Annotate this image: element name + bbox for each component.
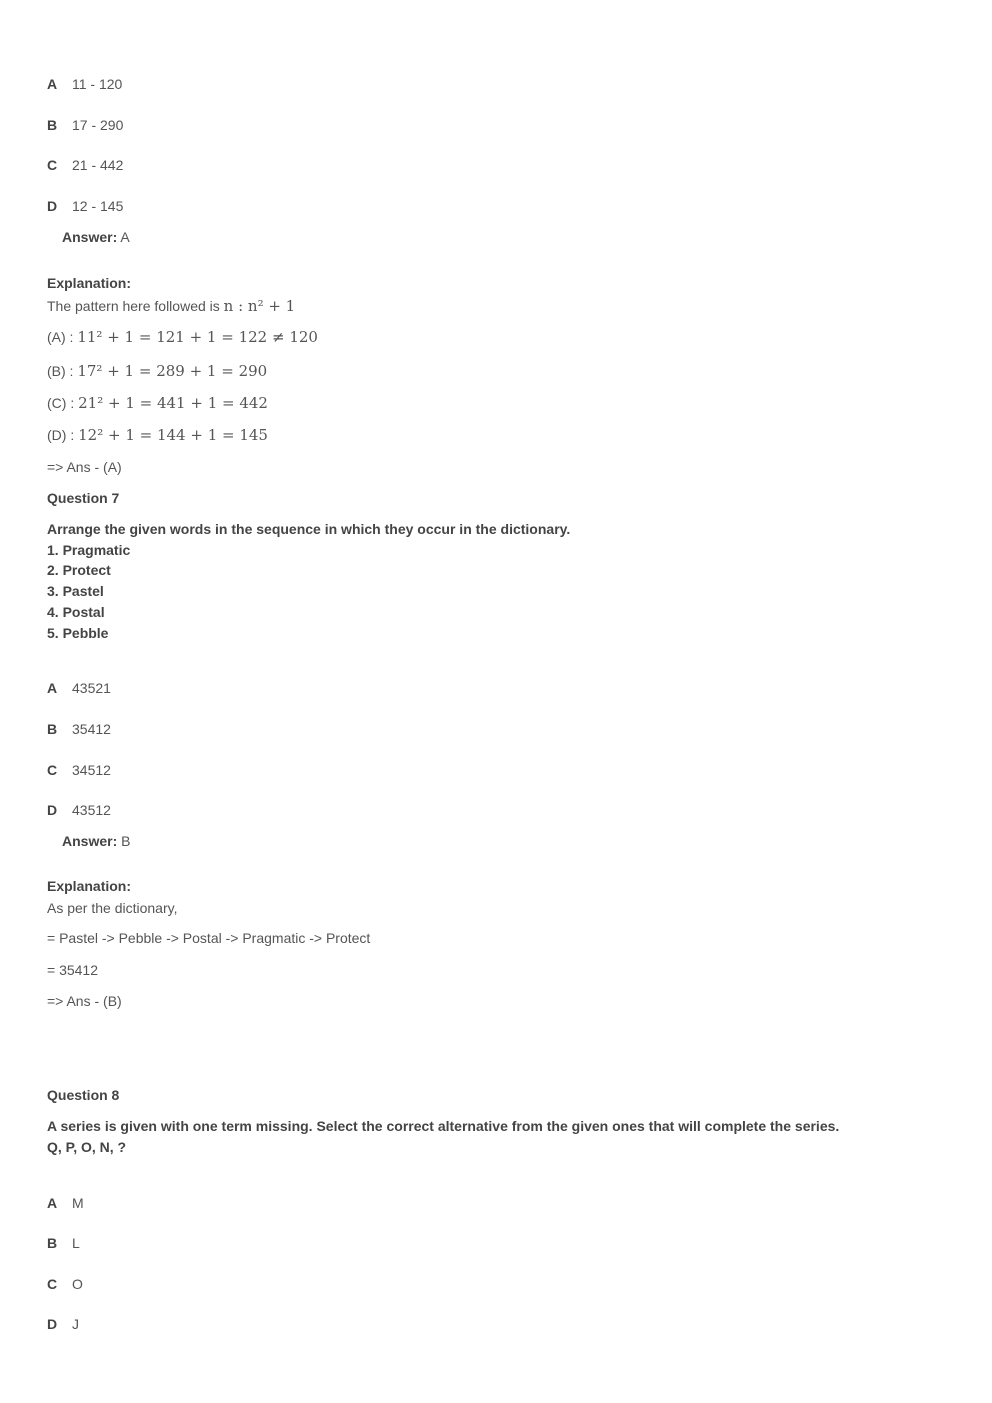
q6-option-a[interactable]: A 11 - 120: [47, 76, 123, 92]
q6-explanation-label: Explanation:: [47, 275, 132, 291]
q8-option-a[interactable]: A M: [47, 1195, 84, 1211]
q7-explanation-line: As per the dictionary,: [47, 900, 178, 916]
q6-option-b[interactable]: B 17 - 290: [47, 117, 124, 133]
q6-explanation-line: (C) : 21² + 1 = 441 + 1 = 442: [47, 394, 268, 412]
q7-prompt: Arrange the given words in the sequence in which they occur in the dictionary.: [47, 521, 571, 537]
q8-title: Question 8: [47, 1087, 120, 1103]
q7-item: 2. Protect: [47, 562, 111, 578]
q7-item: 5. Pebble: [47, 625, 109, 641]
q6-option-c[interactable]: C 21 - 442: [47, 157, 124, 173]
q7-explanation-label: Explanation:: [47, 878, 132, 894]
q6-conclusion: => Ans - (A): [47, 459, 122, 475]
q7-item: 4. Postal: [47, 604, 105, 620]
q8-option-c[interactable]: C O: [47, 1276, 83, 1292]
q7-option-c[interactable]: C 34512: [47, 762, 111, 778]
q7-conclusion: => Ans - (B): [47, 993, 122, 1009]
q7-item: 3. Pastel: [47, 583, 104, 599]
q8-series: Q, P, O, N, ?: [47, 1139, 127, 1155]
q8-prompt: A series is given with one term missing. Select the correct alternative from the given ones that will complete the series.: [47, 1118, 840, 1134]
q6-explanation-line: (D) : 12² + 1 = 144 + 1 = 145: [47, 426, 268, 444]
q8-option-d[interactable]: D J: [47, 1316, 79, 1332]
q7-explanation-line: = 35412: [47, 962, 98, 978]
q7-explanation-line: = Pastel -> Pebble -> Postal -> Pragmatic -> Protect: [47, 930, 371, 946]
q7-item: 1. Pragmatic: [47, 542, 131, 558]
q6-answer: Answer: A: [62, 229, 130, 245]
q8-option-b[interactable]: B L: [47, 1235, 80, 1251]
q6-option-d[interactable]: D 12 - 145: [47, 198, 124, 214]
q6-explanation-line: (B) : 17² + 1 = 289 + 1 = 290: [47, 362, 268, 380]
q7-option-a[interactable]: A 43521: [47, 680, 111, 696]
q7-title: Question 7: [47, 490, 120, 506]
q7-answer: Answer: B: [62, 833, 131, 849]
q6-explanation-line: (A) : 11² + 1 = 121 + 1 = 122 ≠ 120: [47, 328, 318, 346]
q7-option-b[interactable]: B 35412: [47, 721, 111, 737]
q7-option-d[interactable]: D 43512: [47, 802, 111, 818]
q6-explanation-line: The pattern here followed is n : n² + 1: [47, 297, 296, 315]
